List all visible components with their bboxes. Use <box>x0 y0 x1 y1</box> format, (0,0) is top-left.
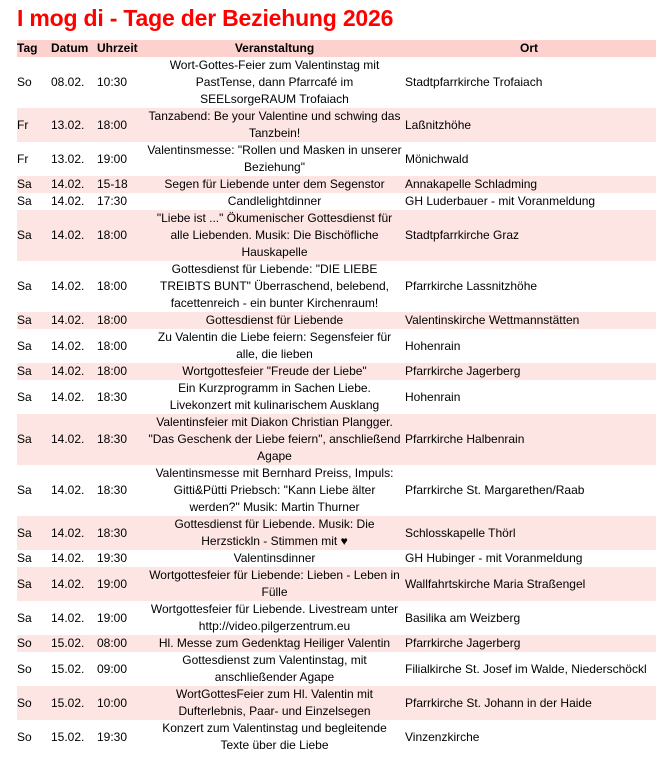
cell-time: 15-18 <box>97 177 128 191</box>
cell-location: Wallfahrtskirche Maria Straßengel <box>405 576 586 591</box>
cell-time: 18:30 <box>97 483 128 497</box>
table-row <box>17 550 656 567</box>
table-row <box>17 363 656 380</box>
cell-time: 19:30 <box>97 551 128 565</box>
cell-location: GH Hubinger - mit Voranmeldung <box>405 551 583 565</box>
cell-date: 14.02. <box>51 338 85 353</box>
table-row <box>17 380 656 414</box>
cell-date: 14.02. <box>51 389 85 404</box>
cell-location: Pfarrkirche Lassnitzhöhe <box>405 279 538 293</box>
cell-location: Pfarrkirche St. Margarethen/Raab <box>405 483 585 497</box>
table-row <box>17 686 656 720</box>
cell-date: 14.02. <box>51 194 85 208</box>
cell-event: Wortgottesfeier für Liebende: Lieben - Leben in Fülle <box>149 568 400 599</box>
cell-location: Pfarrkirche Halbenrain <box>405 432 525 446</box>
cell-day: Sa <box>17 525 32 540</box>
events-table <box>17 40 656 754</box>
cell-date: 08.02. <box>51 75 85 89</box>
table-row <box>17 567 656 601</box>
cell-location: GH Luderbauer - mit Voranmeldung <box>405 194 596 208</box>
cell-date: 13.02. <box>51 117 85 132</box>
cell-time: 19:30 <box>97 729 128 744</box>
cell-date: 14.02. <box>51 483 85 497</box>
cell-event: "Liebe ist ..." Ökumenischer Gottesdienst für alle Liebenden. Musik: Die Bischöfliche Hauskapelle <box>156 211 393 259</box>
table-row <box>17 329 656 363</box>
cell-time: 10:30 <box>97 75 128 89</box>
cell-event: Valentinsmesse mit Bernhard Preiss, Impuls: Gitti&Pütti Priebsch: "Kann Liebe älter werden?" Musik: Martin Thurner <box>155 466 394 514</box>
cell-date: 14.02. <box>51 551 85 565</box>
cell-date: 14.02. <box>51 364 85 378</box>
cell-time: 18:00 <box>97 338 128 353</box>
cell-date: 14.02. <box>51 525 85 540</box>
cell-event: WortGottesFeier zum Hl. Valentin mit Dufterlebnis, Paar- und Einzelsegen <box>176 687 373 718</box>
table-row <box>17 142 656 176</box>
cell-day: So <box>17 729 32 744</box>
cell-day: Sa <box>17 313 32 327</box>
table-row <box>17 261 656 312</box>
cell-time: 19:00 <box>97 610 128 625</box>
table-row <box>17 635 656 652</box>
cell-event: Gottesdienst für Liebende. Musik: Die Herzstickln - Stimmen mit ♥ <box>174 517 375 548</box>
cell-event: Wortgottesfeier für Liebende. Livestream unter http://video.pilgerzentrum.eu <box>150 602 399 633</box>
cell-day: So <box>17 636 32 650</box>
cell-date: 15.02. <box>51 729 85 744</box>
cell-day: So <box>17 75 32 89</box>
cell-location: Annakapelle Schladming <box>405 177 538 191</box>
cell-time: 09:00 <box>97 661 128 676</box>
cell-time: 18:30 <box>97 525 128 540</box>
cell-time: 17:30 <box>97 194 128 208</box>
cell-day: So <box>17 695 32 710</box>
cell-date: 15.02. <box>51 636 85 650</box>
table-row <box>17 108 656 142</box>
cell-day: Sa <box>17 483 32 497</box>
cell-event: Ein Kurzprogramm in Sachen Liebe. Livekonzert mit kulinarischem Ausklang <box>169 381 380 412</box>
table-row <box>17 193 656 210</box>
table-row <box>17 516 656 550</box>
cell-event: Segen für Liebende unter dem Segenstor <box>164 177 385 191</box>
cell-time: 18:30 <box>97 389 128 404</box>
table-row <box>17 210 656 261</box>
table-row <box>17 57 656 108</box>
cell-location: Pfarrkirche Jagerberg <box>405 364 521 378</box>
cell-date: 14.02. <box>51 610 85 625</box>
cell-event: Gottesdienst für Liebende: "DIE LIEBE TREIBTS BUNT" Überraschend, belebend, facettenreich - ein bunter Kirchenraum! <box>159 262 390 310</box>
cell-time: 19:00 <box>97 151 128 166</box>
table-row <box>17 720 656 754</box>
cell-time: 08:00 <box>97 636 128 650</box>
table-row <box>17 652 656 686</box>
table-row <box>17 312 656 329</box>
cell-day: So <box>17 661 32 676</box>
cell-day: Sa <box>17 551 32 565</box>
cell-date: 13.02. <box>51 151 85 166</box>
table-row <box>17 176 656 193</box>
cell-day: Sa <box>17 389 32 404</box>
cell-time: 10:00 <box>97 695 128 710</box>
cell-day: Sa <box>17 177 32 191</box>
cell-location: Valentinskirche Wettmannstätten <box>405 313 580 327</box>
cell-event: Gottesdienst zum Valentinstag, mit anschließender Agape <box>182 653 367 684</box>
cell-time: 18:00 <box>97 313 128 327</box>
cell-location: Hohenrain <box>405 389 461 404</box>
column-header-tag: Tag <box>17 41 38 55</box>
column-header-ort: Ort <box>520 41 538 55</box>
column-header-datum: Datum <box>51 41 89 55</box>
cell-day: Sa <box>17 228 32 242</box>
cell-location: Mönichwald <box>405 151 469 166</box>
cell-date: 14.02. <box>51 432 85 446</box>
cell-day: Sa <box>17 364 32 378</box>
cell-location: Hohenrain <box>405 338 461 353</box>
cell-event: Candlelightdinner <box>227 194 322 208</box>
cell-time: 19:00 <box>97 576 128 591</box>
cell-day: Fr <box>17 117 29 132</box>
cell-day: Sa <box>17 432 32 446</box>
cell-location: Filialkirche St. Josef im Walde, Niederschöckl <box>405 661 647 676</box>
cell-day: Sa <box>17 194 32 208</box>
column-header-uhrzeit: Uhrzeit <box>97 41 138 55</box>
cell-date: 14.02. <box>51 576 85 591</box>
table-row <box>17 601 656 635</box>
cell-date: 15.02. <box>51 695 85 710</box>
cell-time: 18:00 <box>97 364 128 378</box>
cell-time: 18:00 <box>97 228 128 242</box>
cell-event: Wortgottesfeier "Freude der Liebe" <box>182 364 367 378</box>
cell-location: Laßnitzhöhe <box>405 117 472 132</box>
cell-time: 18:30 <box>97 432 128 446</box>
cell-event: Valentinsdinner <box>233 551 316 565</box>
table-body <box>17 57 656 754</box>
cell-day: Sa <box>17 576 32 591</box>
cell-location: Pfarrkirche Jagerberg <box>405 636 521 650</box>
table-row <box>17 465 656 516</box>
cell-location: Stadtpfarrkirche Graz <box>405 228 520 242</box>
cell-date: 14.02. <box>51 228 85 242</box>
cell-event: Hl. Messe zum Gedenktag Heiliger Valentin <box>158 636 391 650</box>
cell-day: Sa <box>17 279 32 293</box>
cell-day: Sa <box>17 338 32 353</box>
cell-location: Schlosskapelle Thörl <box>405 525 516 540</box>
cell-event: Tanzabend: Be your Valentine und schwing das Tanzbein! <box>148 109 401 140</box>
cell-event: Konzert zum Valentinstag und begleitende Texte über die Liebe <box>162 721 387 752</box>
cell-location: Basilika am Weizberg <box>405 610 521 625</box>
cell-day: Fr <box>17 151 29 166</box>
cell-date: 14.02. <box>51 313 85 327</box>
cell-date: 14.02. <box>51 177 85 191</box>
cell-day: Sa <box>17 610 32 625</box>
cell-event: Zu Valentin die Liebe feiern: Segensfeier für alle, die lieben <box>157 330 392 361</box>
cell-location: Stadtpfarrkirche Trofaiach <box>405 75 543 89</box>
page-title: I mog di - Tage der Beziehung 2026 <box>17 5 394 31</box>
cell-location: Pfarrkirche St. Johann in der Haide <box>405 695 592 710</box>
header-row <box>17 40 656 57</box>
cell-location: Vinzenzkirche <box>405 729 480 744</box>
cell-time: 18:00 <box>97 117 128 132</box>
table-row <box>17 414 656 465</box>
cell-event: Valentinsfeier mit Diakon Christian Plangger. "Das Geschenk der Liebe feiern", anschließend Agape <box>148 415 401 463</box>
table-header <box>17 40 656 57</box>
cell-date: 14.02. <box>51 279 85 293</box>
cell-event: Gottesdienst für Liebende <box>205 313 344 327</box>
column-header-veranstaltung: Veranstaltung <box>234 41 315 55</box>
cell-time: 18:00 <box>97 279 128 293</box>
cell-event: Wort-Gottes-Feier zum Valentinstag mit PastTense, dann Pfarrcafé im SEELsorgeRAUM Trofaiach <box>169 58 380 106</box>
cell-event: Valentinsmesse: "Rollen und Masken in unserer Beziehung" <box>147 143 402 174</box>
cell-date: 15.02. <box>51 661 85 676</box>
